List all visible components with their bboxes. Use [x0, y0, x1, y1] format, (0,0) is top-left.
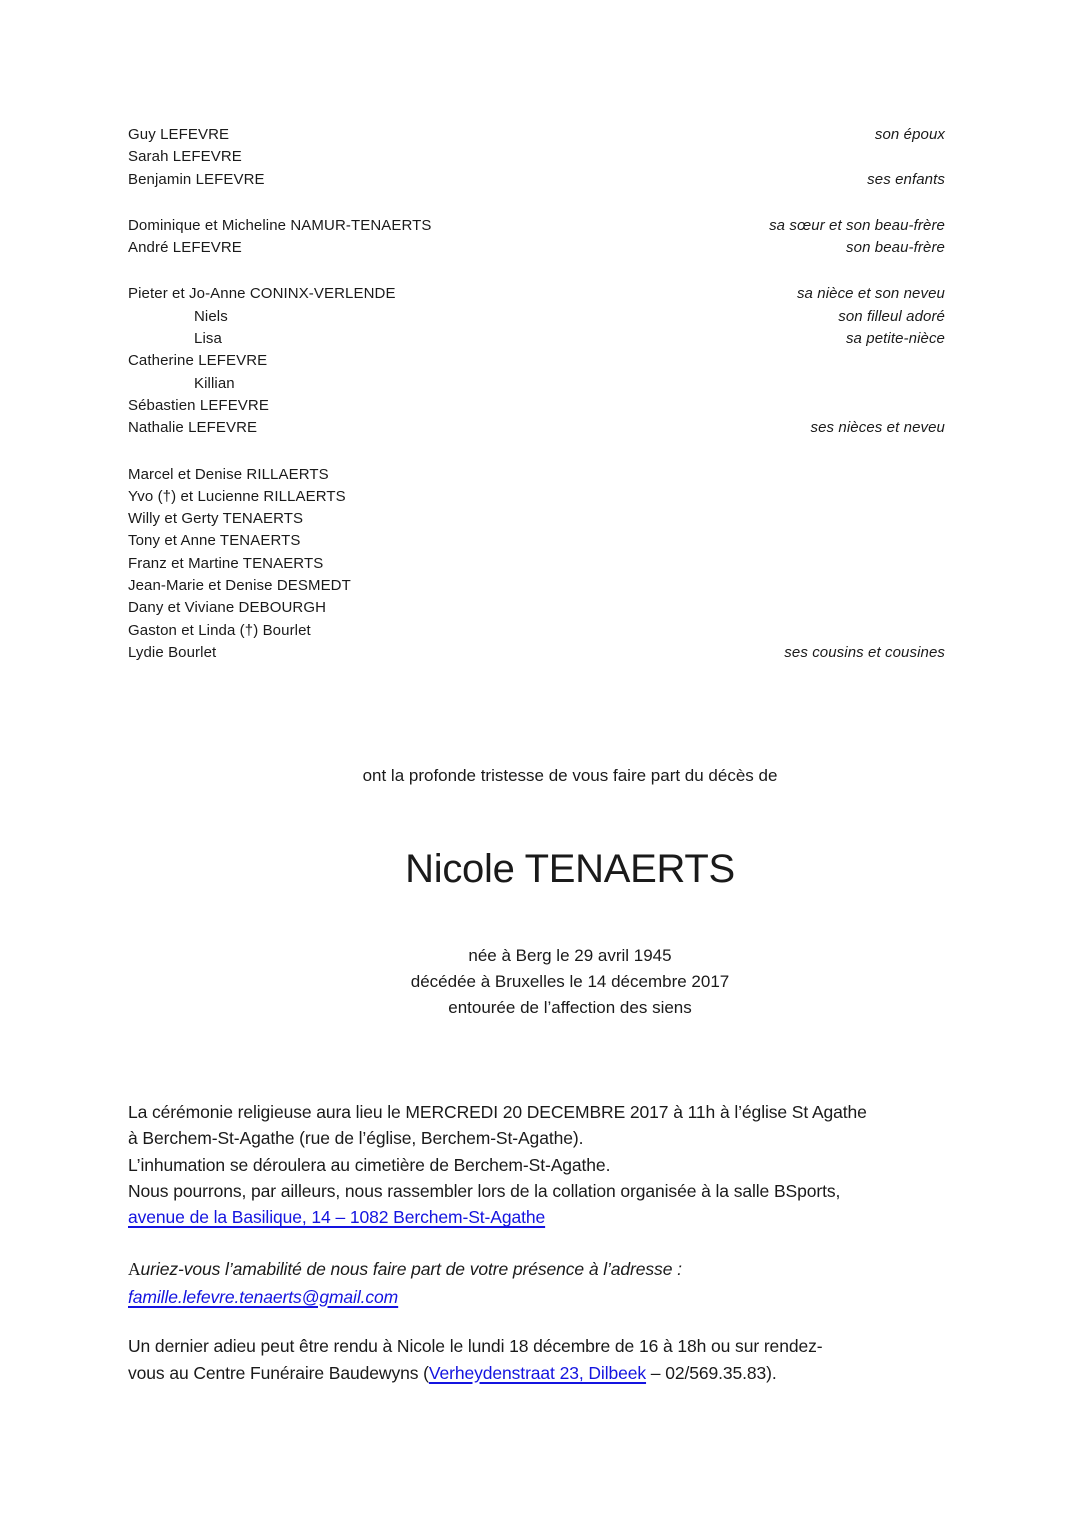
rsvp-paragraph: [128, 1256, 958, 1311]
relation-label: ses nièces et neveu: [810, 419, 945, 437]
rsvp-request-initial: A: [128, 1259, 141, 1279]
member-name: Lisa: [194, 330, 222, 348]
member-name: Jean-Marie et Denise DESMEDT: [128, 577, 351, 595]
family-row: [128, 508, 945, 530]
farewell-paragraph: [128, 1333, 958, 1386]
family-group-siblings: [128, 215, 945, 260]
relation-label: sa sœur et son beau-frère: [769, 216, 945, 234]
family-row: [128, 620, 945, 642]
farewell-line2-suffix: – 02/569.35.83).: [646, 1362, 777, 1383]
family-row: [128, 530, 945, 552]
ceremony-line: La cérémonie religieuse aura lieu le MERCREDI 20 DECEMBRE 2017 à 11h à l’église St Agathe: [128, 1102, 867, 1122]
family-group-cousins: [128, 464, 945, 665]
relation-label: ses cousins et cousines: [784, 643, 945, 661]
family-row: [128, 373, 945, 395]
member-name: Catherine LEFEVRE: [128, 352, 268, 370]
member-name: Gaston et Linda (†) Bourlet: [128, 621, 311, 639]
member-name: Dominique et Micheline NAMUR-TENAERTS: [128, 216, 432, 234]
member-name: Lydie Bourlet: [128, 643, 217, 661]
ceremony-line: à Berchem-St-Agathe (rue de l’église, Berchem-St-Agathe).: [128, 1128, 584, 1149]
family-row: [128, 328, 945, 350]
member-name: Killian: [194, 374, 235, 392]
member-name: Marcel et Denise RILLAERTS: [128, 465, 329, 483]
announcement-intro: ont la profonde tristesse de vous faire part du décès de: [362, 766, 778, 785]
relation-label: sa petite-nièce: [845, 330, 945, 348]
ceremony-line: Nous pourrons, par ailleurs, nous rassembler lors de la collation organisée à la salle BSports,: [128, 1180, 841, 1201]
affection-line: entourée de l’affection des siens: [448, 998, 692, 1017]
relation-label: sa nièce et son neveu: [796, 285, 945, 303]
member-name: Willy et Gerty TENAERTS: [128, 510, 304, 528]
farewell-line: [128, 1360, 958, 1387]
family-list: [128, 124, 945, 664]
family-group-nieces-nephews: [128, 283, 945, 439]
member-name: Franz et Martine TENAERTS: [128, 554, 324, 572]
family-row: [128, 553, 945, 575]
family-row: [128, 283, 945, 305]
member-name: André LEFEVRE: [128, 239, 242, 257]
venue-address-link[interactable]: avenue de la Basilique, 14 – 1082 Berchem-St-Agathe: [128, 1207, 546, 1228]
email-link[interactable]: famille.lefevre.tenaerts@gmail.com: [128, 1286, 399, 1307]
family-row: [128, 417, 945, 439]
life-dates-block: [195, 943, 945, 1021]
ceremony-paragraph: [128, 1099, 958, 1230]
death-line: décédée à Bruxelles le 14 décembre 2017: [410, 972, 730, 991]
relation-label: son beau-frère: [846, 239, 945, 257]
rsvp-request-text: uriez-vous l’amabilité de nous faire part de votre présence à l’adresse :: [140, 1259, 682, 1279]
member-name: Guy LEFEVRE: [128, 126, 230, 143]
relation-label: son filleul adoré: [838, 307, 945, 325]
rsvp-request: [128, 1256, 958, 1284]
family-row: [128, 642, 945, 664]
funeral-home-address-link[interactable]: Verheydenstraat 23, Dilbeek: [428, 1362, 647, 1383]
family-row: [128, 124, 945, 146]
member-name: Yvo (†) et Lucienne RILLAERTS: [128, 487, 346, 505]
family-row: [128, 395, 945, 417]
member-name: Nathalie LEFEVRE: [128, 419, 258, 437]
member-name: Sarah LEFEVRE: [128, 148, 242, 166]
family-row: [128, 169, 945, 191]
deceased-name: Nicole TENAERTS: [405, 847, 735, 891]
family-row: [128, 597, 945, 619]
family-row: [128, 575, 945, 597]
birth-line: née à Berg le 29 avril 1945: [468, 946, 672, 965]
member-name: Dany et Viviane DEBOURGH: [128, 599, 327, 617]
family-row: [128, 306, 945, 328]
family-row: [128, 486, 945, 508]
member-name: Pieter et Jo-Anne CONINX-VERLENDE: [128, 285, 396, 303]
family-row: [128, 215, 945, 237]
member-name: Niels: [194, 307, 228, 325]
ceremony-line: L’inhumation se déroulera au cimetière de Berchem-St-Agathe.: [128, 1154, 611, 1175]
relation-label: son époux: [874, 126, 945, 143]
member-name: Tony et Anne TENAERTS: [128, 532, 301, 550]
family-group-spouse-children: [128, 124, 945, 191]
farewell-line2-prefix: vous au Centre Funéraire Baudewyns (: [128, 1362, 429, 1383]
farewell-line: Un dernier adieu peut être rendu à Nicole le lundi 18 décembre de 16 à 18h ou sur rendez-: [128, 1336, 823, 1356]
family-row: [128, 464, 945, 486]
member-name: Sébastien LEFEVRE: [128, 396, 269, 414]
family-row: [128, 350, 945, 372]
family-row: [128, 146, 945, 168]
relation-label: ses enfants: [867, 170, 945, 188]
member-name: Benjamin LEFEVRE: [128, 170, 265, 188]
family-row: [128, 237, 945, 259]
